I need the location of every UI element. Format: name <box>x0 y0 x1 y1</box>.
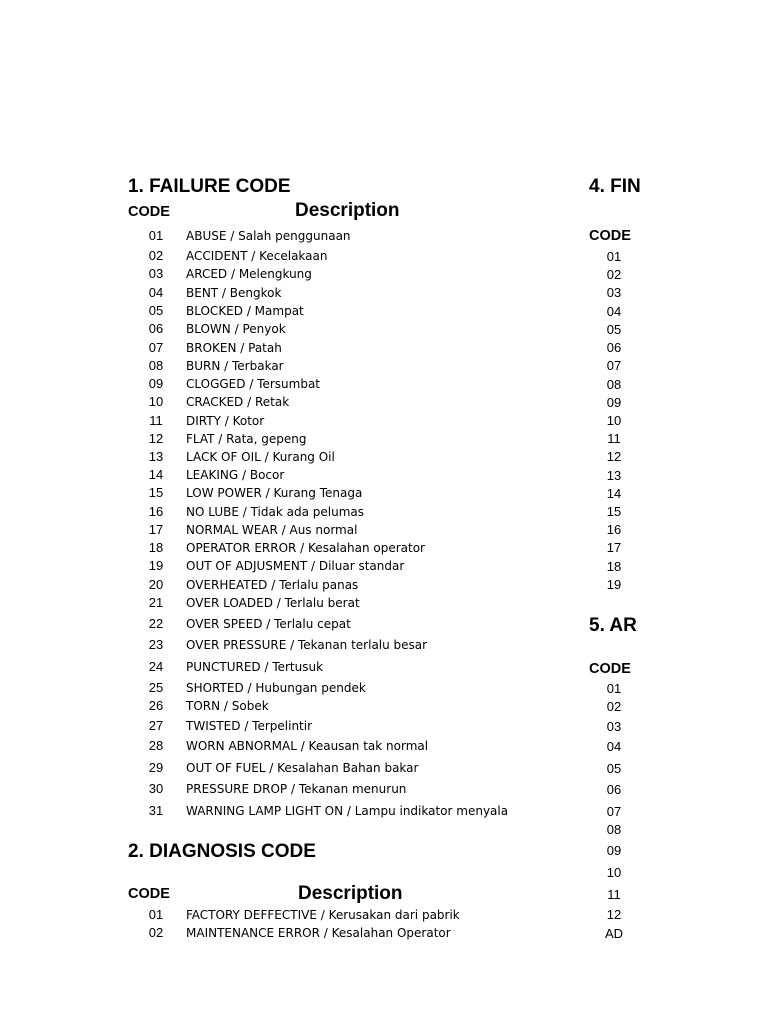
failure-code: 07 <box>148 340 164 355</box>
section4-code: 02 <box>606 267 622 282</box>
failure-code: 21 <box>148 595 164 610</box>
failure-description: BURN / Terbakar <box>186 359 284 373</box>
failure-code: 11 <box>149 413 163 428</box>
failure-description: WARNING LAMP LIGHT ON / Lampu indikator menyala <box>186 804 509 818</box>
failure-description: BLOWN / Penyok <box>186 322 286 336</box>
failure-description: CRACKED / Retak <box>186 395 290 409</box>
section4-code: 04 <box>606 304 622 319</box>
failure-description: LOW POWER / Kurang Tenaga <box>186 486 363 500</box>
section5-code: 06 <box>606 782 622 797</box>
failure-code: 16 <box>148 504 164 519</box>
failure-code: 18 <box>148 540 164 555</box>
failure-code: 24 <box>148 659 164 674</box>
diagnosis-code-header: CODE <box>128 886 170 902</box>
section5-code: 08 <box>606 822 622 837</box>
section5-code: 10 <box>606 865 622 880</box>
failure-description: OVER PRESSURE / Tekanan terlalu besar <box>186 638 428 652</box>
failure-description: NORMAL WEAR / Aus normal <box>186 523 358 537</box>
failure-code: 20 <box>148 577 164 592</box>
failure-code-header: CODE <box>128 204 170 220</box>
failure-description: PUNCTURED / Tertusuk <box>186 660 324 674</box>
failure-code: 25 <box>148 680 164 695</box>
section5-code: 01 <box>606 681 622 696</box>
failure-description: SHORTED / Hubungan pendek <box>186 681 366 695</box>
failure-code: 03 <box>148 266 164 281</box>
failure-code: 27 <box>148 718 164 733</box>
section5-title: 5. AR <box>589 615 637 636</box>
section5-code: 04 <box>606 739 622 754</box>
failure-code: 22 <box>148 616 164 631</box>
failure-description: ACCIDENT / Kecelakaan <box>186 249 328 263</box>
failure-description: ARCED / Melengkung <box>186 267 312 281</box>
failure-code: 29 <box>148 760 164 775</box>
failure-description: FLAT / Rata, gepeng <box>186 432 307 446</box>
section4-title: 4. FIN <box>589 176 641 197</box>
failure-code: 19 <box>148 558 164 573</box>
failure-description: LACK OF OIL / Kurang Oil <box>186 450 335 464</box>
failure-code: 09 <box>148 376 164 391</box>
section4-code: 01 <box>606 249 622 264</box>
failure-code: 05 <box>148 303 164 318</box>
failure-code: 17 <box>148 522 164 537</box>
section4-code: 03 <box>606 285 622 300</box>
failure-code: 02 <box>148 248 164 263</box>
section4-code: 10 <box>606 413 622 428</box>
section5-code: 12 <box>606 907 622 922</box>
diagnosis-description: MAINTENANCE ERROR / Kesalahan Operator <box>186 926 451 940</box>
failure-code: 13 <box>148 449 164 464</box>
failure-code: 01 <box>148 228 164 243</box>
section4-code: 06 <box>606 340 622 355</box>
diagnosis-description-header: Description <box>298 883 403 904</box>
section4-code: 14 <box>606 486 622 501</box>
failure-description: OVERHEATED / Terlalu panas <box>186 578 359 592</box>
failure-code: 31 <box>148 803 164 818</box>
failure-description: OVER SPEED / Terlalu cepat <box>186 617 351 631</box>
section4-code: 05 <box>606 322 622 337</box>
failure-description: OVER LOADED / Terlalu berat <box>186 596 360 610</box>
failure-code: 12 <box>148 431 164 446</box>
section5-code: 05 <box>606 761 622 776</box>
failure-code: 08 <box>148 358 164 373</box>
failure-code: 15 <box>148 485 164 500</box>
section4-code: 13 <box>606 468 622 483</box>
diagnosis-code: 02 <box>148 925 164 940</box>
section5-code: 02 <box>606 699 622 714</box>
failure-description: NO LUBE / Tidak ada pelumas <box>186 505 364 519</box>
section5-code: 03 <box>606 719 622 734</box>
failure-description: CLOGGED / Tersumbat <box>186 377 321 391</box>
section4-code: 12 <box>606 449 622 464</box>
failure-description: PRESSURE DROP / Tekanan menurun <box>186 782 407 796</box>
failure-description: LEAKING / Bocor <box>186 468 285 482</box>
failure-code-title: 1. FAILURE CODE <box>128 176 291 197</box>
failure-description: BENT / Bengkok <box>186 286 282 300</box>
section4-code: 16 <box>606 522 622 537</box>
failure-code: 28 <box>148 738 164 753</box>
section5-code: 07 <box>606 804 622 819</box>
failure-description: OPERATOR ERROR / Kesalahan operator <box>186 541 425 555</box>
failure-code: 30 <box>148 781 164 796</box>
failure-description: TWISTED / Terpelintir <box>186 719 313 733</box>
section5-code-header: CODE <box>589 661 631 677</box>
failure-description: BROKEN / Patah <box>186 341 282 355</box>
failure-description: WORN ABNORMAL / Keausan tak normal <box>186 739 429 753</box>
failure-code: 06 <box>148 321 164 336</box>
section4-code: 17 <box>606 540 622 555</box>
failure-description: ABUSE / Salah penggunaan <box>186 229 351 243</box>
section4-code: 08 <box>606 377 622 392</box>
diagnosis-code-title: 2. DIAGNOSIS CODE <box>128 841 316 862</box>
diagnosis-code: 01 <box>148 907 164 922</box>
section4-code: 18 <box>606 559 622 574</box>
failure-description: OUT OF ADJUSMENT / Diluar standar <box>186 559 405 573</box>
section4-code: 15 <box>606 504 622 519</box>
section5-code: 11 <box>607 887 621 902</box>
failure-code: 23 <box>148 637 164 652</box>
failure-description: DIRTY / Kotor <box>186 414 265 428</box>
section4-code: 11 <box>607 431 621 446</box>
failure-description: TORN / Sobek <box>186 699 269 713</box>
diagnosis-description: FACTORY DEFFECTIVE / Kerusakan dari pabrik <box>186 908 460 922</box>
section5-code: AD <box>604 926 624 941</box>
section5-code: 09 <box>606 843 622 858</box>
failure-description-header: Description <box>295 200 400 221</box>
failure-code: 04 <box>148 285 164 300</box>
failure-code: 10 <box>148 394 164 409</box>
failure-code: 26 <box>148 698 164 713</box>
section4-code-header: CODE <box>589 228 631 244</box>
section4-code: 07 <box>606 358 622 373</box>
section4-code: 09 <box>606 395 622 410</box>
failure-description: OUT OF FUEL / Kesalahan Bahan bakar <box>186 761 419 775</box>
failure-description: BLOCKED / Mampat <box>186 304 304 318</box>
section4-code: 19 <box>606 577 622 592</box>
failure-code: 14 <box>148 467 164 482</box>
